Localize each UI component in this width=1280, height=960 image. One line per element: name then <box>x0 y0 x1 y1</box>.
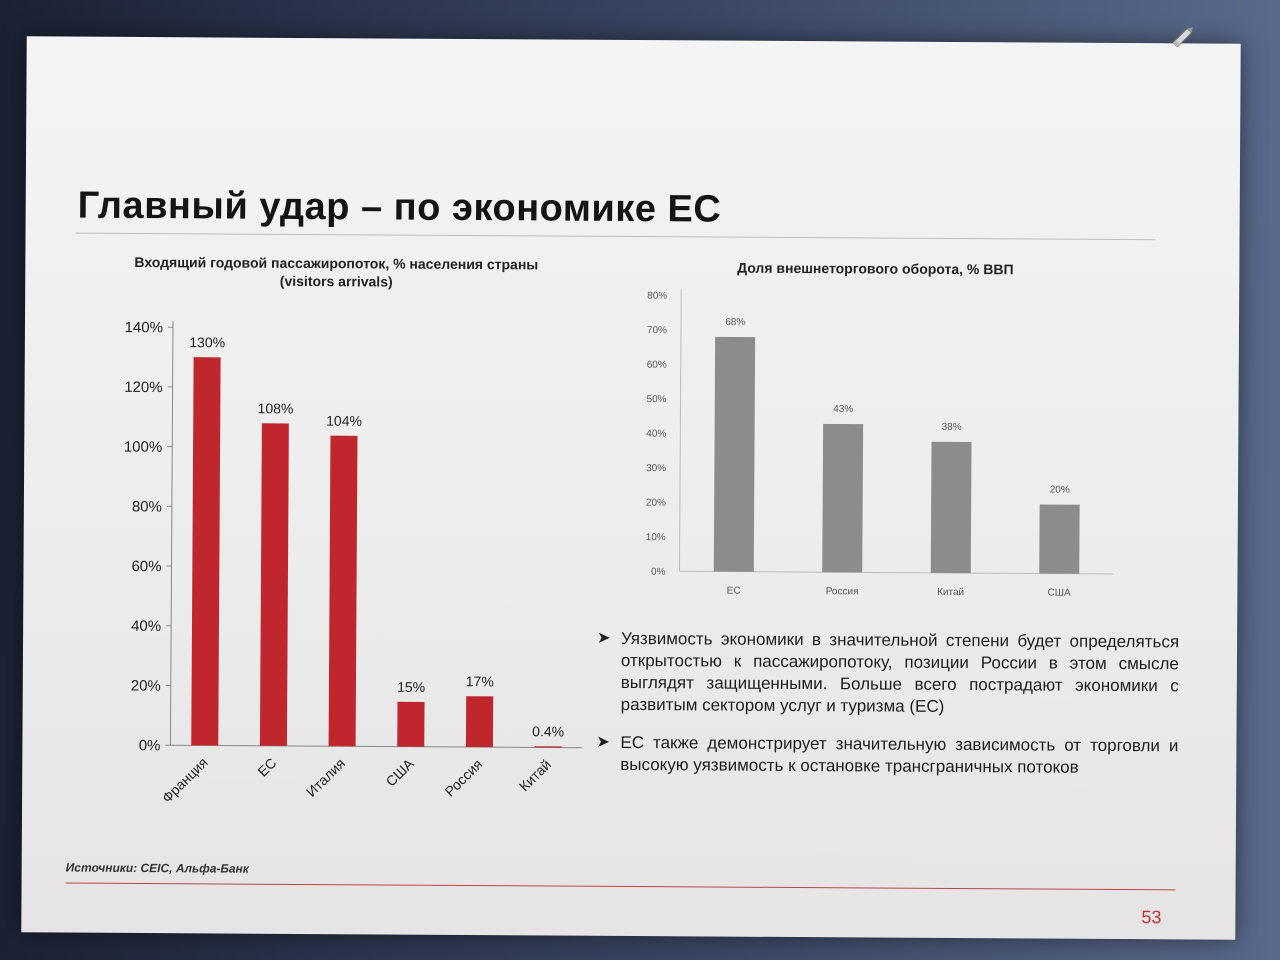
bar <box>931 442 972 573</box>
y-tick-label: 100% <box>123 438 163 456</box>
y-axis-line <box>170 321 173 745</box>
category-label: Россия <box>825 586 859 598</box>
category-label: Китай <box>515 756 555 795</box>
presentation-slide <box>21 36 1240 939</box>
y-tick-label: 0% <box>650 566 666 578</box>
y-tick-label: 20% <box>645 497 666 509</box>
category-label: ЕС <box>726 585 741 597</box>
bar <box>329 436 358 747</box>
category-label: ЕС <box>254 754 280 780</box>
pen-icon[interactable] <box>1168 22 1198 52</box>
data-label: 130% <box>189 334 226 351</box>
y-tick-label: 140% <box>124 319 164 337</box>
bullet-text: Уязвимость экономики в значительной степени будет определяться открытостью к пассажиропотоку, позиции России в этом смысле выглядят защищенными. Больше всего пострадают экономики с развитым сектором услуг и туризма (ЕС) <box>620 628 1180 716</box>
footer-divider <box>66 883 1176 891</box>
visitors-chart <box>62 307 585 850</box>
arrow-bullet-icon: ➤ <box>596 733 610 751</box>
bar <box>466 696 493 747</box>
y-tick-label: 120% <box>124 378 163 397</box>
y-tick-label: 80% <box>131 498 162 516</box>
slide-title: Главный удар – по экономике ЕС <box>77 184 722 231</box>
bullet-list <box>596 628 1179 796</box>
arrow-bullet-icon: ➤ <box>597 629 611 647</box>
bar <box>1039 504 1079 573</box>
source-note: Источники: CEIC, Альфа-Банк <box>65 860 249 876</box>
y-tick-label: 40% <box>131 617 162 635</box>
category-label: США <box>1047 587 1071 599</box>
page-number: 53 <box>1141 907 1162 928</box>
data-label: 108% <box>257 400 294 417</box>
category-label: Россия <box>441 755 486 800</box>
data-label: 20% <box>1049 484 1070 496</box>
y-tick-label: 50% <box>646 394 667 406</box>
data-label: 104% <box>326 412 363 429</box>
data-label: 68% <box>725 316 746 329</box>
data-label: 43% <box>833 403 854 416</box>
bar <box>822 424 863 573</box>
y-tick-label: 60% <box>646 359 667 371</box>
data-label: 38% <box>941 421 962 433</box>
bar <box>397 702 424 747</box>
category-label: Китай <box>937 586 965 599</box>
y-tick-label: 70% <box>646 325 667 337</box>
bullet-text: ЕС также демонстрирует значительную зависимость от торговли и высокую уязвимость к остановке трансграничных потоков <box>620 732 1179 777</box>
data-label: 15% <box>397 678 426 695</box>
bar <box>714 337 755 572</box>
y-tick-label: 20% <box>130 677 161 695</box>
y-tick-label: 30% <box>646 463 667 475</box>
bullet-item <box>596 732 1178 780</box>
bullet-item <box>597 628 1180 720</box>
y-axis-line <box>679 289 681 571</box>
y-tick-label: 10% <box>645 532 666 544</box>
data-label: 17% <box>465 673 494 690</box>
category-label: Италия <box>302 755 349 800</box>
left-chart-title: Входящий годовой пассажиропоток, % населения страны (visitors arrivals) <box>134 253 539 290</box>
y-tick-label: 0% <box>138 737 161 755</box>
title-divider <box>76 233 1156 241</box>
right-chart-title: Доля внешнеторгового оборота, % ВВП <box>737 259 1014 278</box>
category-label: Франция <box>158 754 211 806</box>
y-tick-label: 80% <box>647 290 668 302</box>
data-label: 0.4% <box>532 723 565 740</box>
bar <box>260 423 289 746</box>
category-label: США <box>382 755 417 790</box>
x-axis-line <box>170 745 582 748</box>
bar <box>535 746 562 747</box>
y-tick-label: 40% <box>646 428 667 440</box>
bar <box>191 357 220 745</box>
trade-chart <box>583 285 1145 618</box>
y-tick-label: 60% <box>131 558 162 576</box>
